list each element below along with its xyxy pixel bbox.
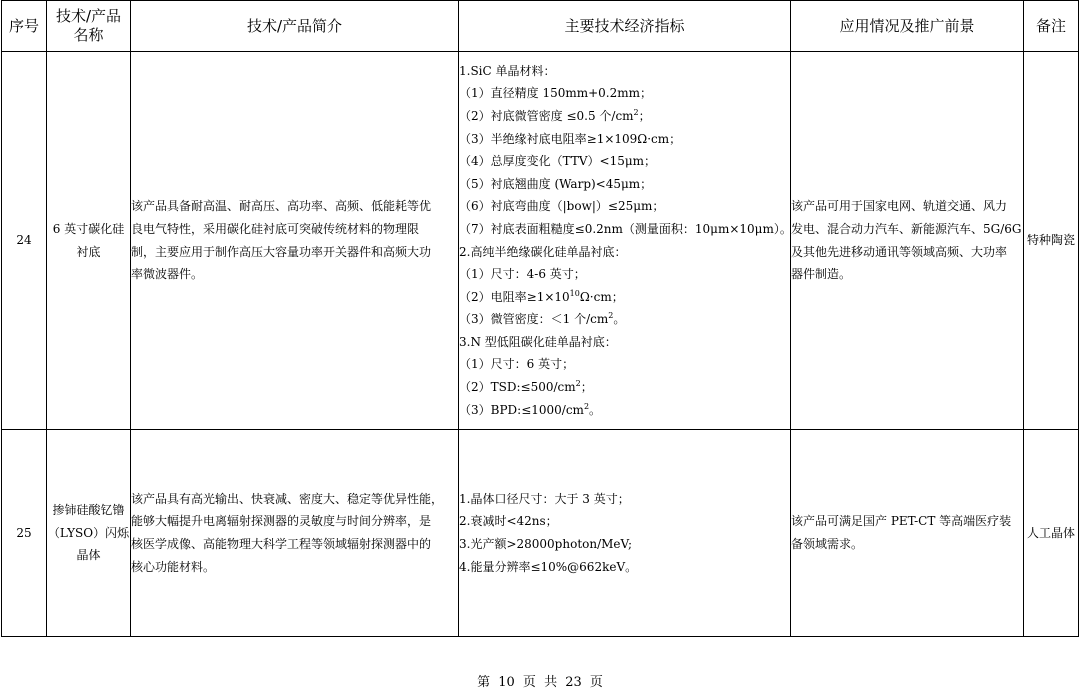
header-intro: 技术/产品简介 <box>131 1 459 52</box>
indicator-line: （5）衬底翘曲度 (Warp)<45μm； <box>459 176 653 191</box>
indicator-line: 3.N 型低阻碳化硅单晶衬底： <box>459 334 617 349</box>
indicator-line: 4.能量分辨率≤10%@662keV。 <box>459 559 638 574</box>
header-indicators: 主要技术经济指标 <box>459 1 791 52</box>
row-name-line: 衬底 <box>76 244 101 259</box>
application-line: 及其他先进移动通讯等领域高频、大功率 <box>791 244 1008 259</box>
indicator-line: 2.高纯半绝缘碳化硅单晶衬底： <box>459 244 627 259</box>
indicator-line: 1.晶体口径尺寸：大于 3 英寸； <box>459 491 630 506</box>
row-note: 特种陶瓷 <box>1024 52 1079 430</box>
row-seq: 24 <box>2 52 47 430</box>
intro-line: 该产品具备耐高温、耐高压、高功率、高频、低能耗等优 <box>131 199 432 214</box>
application-line: 该产品可满足国产 PET-CT 等高端医疗装 <box>791 514 1012 529</box>
indicator-line: （3）微管密度：＜1 个$/cm^2$。 <box>459 311 626 327</box>
row-name-line: （LYSO）闪烁 <box>47 525 130 540</box>
application-line: 发电、混合动力汽车、新能源汽车、5G/6G <box>791 221 1022 236</box>
indicator-line: （2）衬底微管密度 ≤0.5 个$/cm^2$； <box>459 107 651 123</box>
intro-line: 制，主要应用于制作高压大容量功率开关器件和高频大功 <box>131 244 432 259</box>
indicator-line: （6）衬底弯曲度（|bow|）≤25μm； <box>459 199 665 214</box>
indicator-line: （3）半绝缘衬底电阻率≥1×109Ω·cm； <box>459 131 682 146</box>
intro-line: 核医学成像、高能物理大科学工程等领域辐射探测器中的 <box>131 537 432 551</box>
header-note: 备注 <box>1024 1 1079 52</box>
intro-line: 良电气特性，采用碳化硅衬底可突破传统材料的物理限 <box>131 221 420 236</box>
row-seq: 25 <box>2 430 47 637</box>
footer-total-pages: 23 <box>565 675 582 690</box>
indicator-line: 2.衰减时<42ns； <box>459 514 558 529</box>
indicator-line: 1.SiC 单晶材料： <box>459 63 556 78</box>
footer-ye: 页 <box>522 675 536 690</box>
row-intro <box>131 430 459 637</box>
intro-line: 率微波器件。 <box>131 267 204 282</box>
application-line: 器件制造。 <box>791 267 852 282</box>
indicator-line: （1）尺寸：4-6 英寸； <box>459 267 586 282</box>
row-name <box>47 430 131 637</box>
table-header-row <box>2 1 1079 52</box>
row-name-line: 6 英寸碳化硅 <box>52 221 125 236</box>
indicator-line: （4）总厚度变化（TTV）<15μm； <box>459 154 657 169</box>
page-footer <box>0 674 1080 692</box>
footer-di: 第 <box>477 675 491 690</box>
footer-gong: 共 <box>544 675 558 690</box>
indicator-line: （1）直径精度 150mm+0.2mm； <box>459 86 653 101</box>
header-name <box>47 1 131 52</box>
header-name-line1: 技术/产品 <box>55 7 122 25</box>
intro-line: 该产品具有高光输出、快衰减、密度大、稳定等优异性能， <box>131 491 444 506</box>
row-note: 人工晶体 <box>1024 430 1079 637</box>
indicator-line: $(3)BPD:\le 1000/cm^2$。 <box>459 401 602 417</box>
indicator-line: 3.光产额>28000photon/MeV; <box>459 537 633 551</box>
table-row <box>2 52 1079 430</box>
row-name <box>47 52 131 430</box>
intro-line: 能够大幅提升电离辐射探测器的灵敏度与时间分辨率，是 <box>131 514 432 529</box>
row-application <box>791 430 1024 637</box>
header-name-line2: 名称 <box>73 26 104 44</box>
footer-page-number: 10 <box>498 675 515 690</box>
footer-ye: 页 <box>589 675 603 690</box>
header-application: 应用情况及推广前景 <box>791 1 1024 52</box>
row-intro <box>131 52 459 430</box>
indicator-table <box>1 0 1079 637</box>
row-name-line: 掺铈硅酸钇镥 <box>52 503 125 518</box>
row-indicators <box>459 430 791 637</box>
row-name-line: 晶体 <box>76 548 101 563</box>
indicator-line: （1）尺寸：6 英寸； <box>459 357 575 372</box>
row-application <box>791 52 1024 430</box>
header-seq: 序号 <box>2 1 47 52</box>
table-row <box>2 430 1079 637</box>
application-line: 该产品可用于国家电网、轨道交通、风力 <box>791 199 1008 214</box>
application-line: 备领域需求。 <box>791 537 864 551</box>
intro-line: 核心功能材料。 <box>131 559 216 574</box>
row-indicators <box>459 52 791 430</box>
indicator-line: $(2)TSD:\le 500/cm^2$； <box>459 379 593 395</box>
indicator-line: （7）衬底表面粗糙度≤0.2nm（测量面积：10μm×10μm）。 <box>459 221 792 236</box>
indicator-line: （2）电阻率$\ge 1\times 10^{10}\Omega\cdot cm$； <box>459 288 624 304</box>
